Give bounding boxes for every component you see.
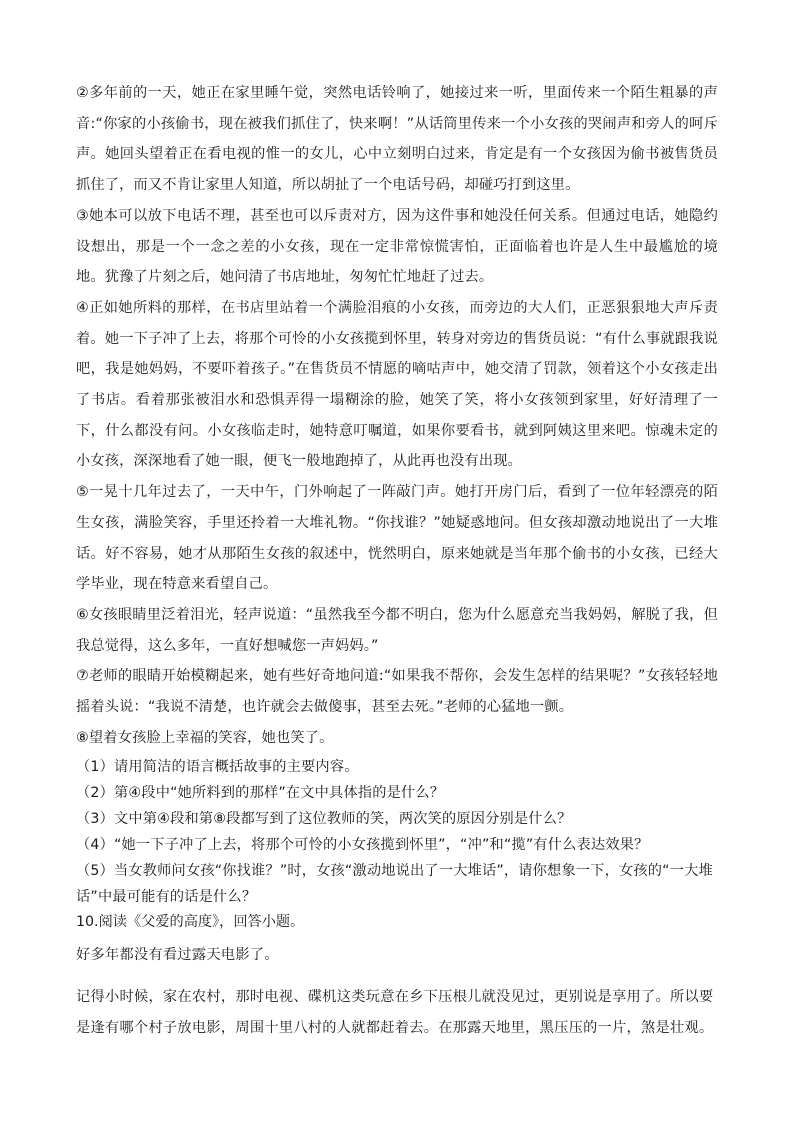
paragraph-7: ⑦老师的眼睛开始模糊起来，她有些好奇地问道:“如果我不帮你，会发生怎样的结果呢？”女孩轻轻地摇着头说：“我说不清楚，也许就会去做傻事，甚至去死。”老师的心猛地一颤。 xyxy=(76,668,718,716)
question-1: （1）请用简洁的语言概括故事的主要内容。 xyxy=(76,759,359,776)
paragraph-3: ③她本可以放下电话不理，甚至也可以斥责对方，因为这件事和她没任何关系。但通过电话，她隐约设想出，那是一个一念之差的小女孩，现在一定非常惊慌害怕，正面临着也许是人生中最尴尬的境地。犹豫了片刻之后，她问清了书店地址，匆匆忙忙地赶了过去。 xyxy=(76,207,718,286)
paragraph-4: ④正如她所料的那样，在书店里站着一个满脸泪痕的小女孩，而旁边的大人们，正恶狠狠地大声斥责着。她一下子冲了上去，将那个可怜的小女孩揽到怀里，转身对旁边的售货员说：“有什么事就跟我说吧，我是她妈妈，不要吓着孩子。”在售货员不情愿的嘀咕声中，她交清了罚款，领着这个小女孩走出了书店。看着那张被泪水和恐惧弄得一塌糊涂的脸，她笑了笑，将小女孩领到家里，好好清理了一下，什么都没有问。小女孩临走时，她特意叮嘱道，如果你要看书，就到阿姨这里来吧。惊魂未定的小女孩，深深地看了她一眼，便飞一般地跑掉了，从此再也没有出现。 xyxy=(76,299,718,470)
story-paragraph-2: 记得小时候，家在农村，那时电视、碟机这类玩意在乡下压根儿就没见过，更别说是享用了。所以要是逢有哪个村子放电影，周围十里八村的人就都赶着去。在那露天地里，黑压压的一片，煞是壮观。 xyxy=(76,988,714,1037)
story-paragraph-1: 好多年都没有看过露天电影了。 xyxy=(76,947,279,964)
section-heading: 10.阅读《父爱的高度》，回答小题。 xyxy=(76,914,305,931)
paragraph-8: ⑧望着女孩脸上幸福的笑容，她也笑了。 xyxy=(76,729,334,746)
question-5: （5）当女教师问女孩“你找谁？”时，女孩“激动地说出了一大堆话”，请你想象一下，女孩的“一大堆话”中最可能有的话是什么？ xyxy=(76,863,713,906)
paragraph-5: ⑤一晃十几年过去了，一天中午，门外响起了一阵敲门声。她打开房门后，看到了一位年轻漂亮的陌生女孩，满脸笑容，手里还拎着一大堆礼物。“你找谁？”她疑惑地问。但女孩却激动地说出了一大堆话。好不容易，她才从那陌生女孩的叙述中，恍然明白，原来她就是当年那个偷书的小女孩，已经大学毕业，现在特意来看望自己。 xyxy=(76,484,718,593)
paragraph-6: ⑥女孩眼睛里泛着泪光，轻声说道：“虽然我至今都不明白，您为什么愿意充当我妈妈，解脱了我，但我总觉得，这么多年，一直好想喊您一声妈妈。” xyxy=(76,606,718,654)
question-3: （3）文中第④段和第⑧段都写到了这位教师的笑，两次笑的原因分别是什么？ xyxy=(76,811,572,828)
question-2: （2）第④段中“她所料到的那样”在文中具体指的是什么？ xyxy=(76,785,445,802)
question-4: （4）“她一下子冲了上去，将那个可怜的小女孩揽到怀里”，“冲”和“揽”有什么表达效果？ xyxy=(76,837,649,854)
paragraph-2: ②多年前的一天，她正在家里睡午觉，突然电话铃响了，她接过来一听，里面传来一个陌生粗暴的声音:“你家的小孩偷书，现在被我们抓住了，快来啊！”从话筒里传来一个小女孩的哭闹声和旁人的呵斥声。她回头望着正在看电视的惟一的女儿，心中立刻明白过来，肯定是有一个女孩因为偷书被售货员抓住了，而又不肯让家里人知道，所以胡扯了一个电话号码，却碰巧打到这里。 xyxy=(76,85,718,194)
